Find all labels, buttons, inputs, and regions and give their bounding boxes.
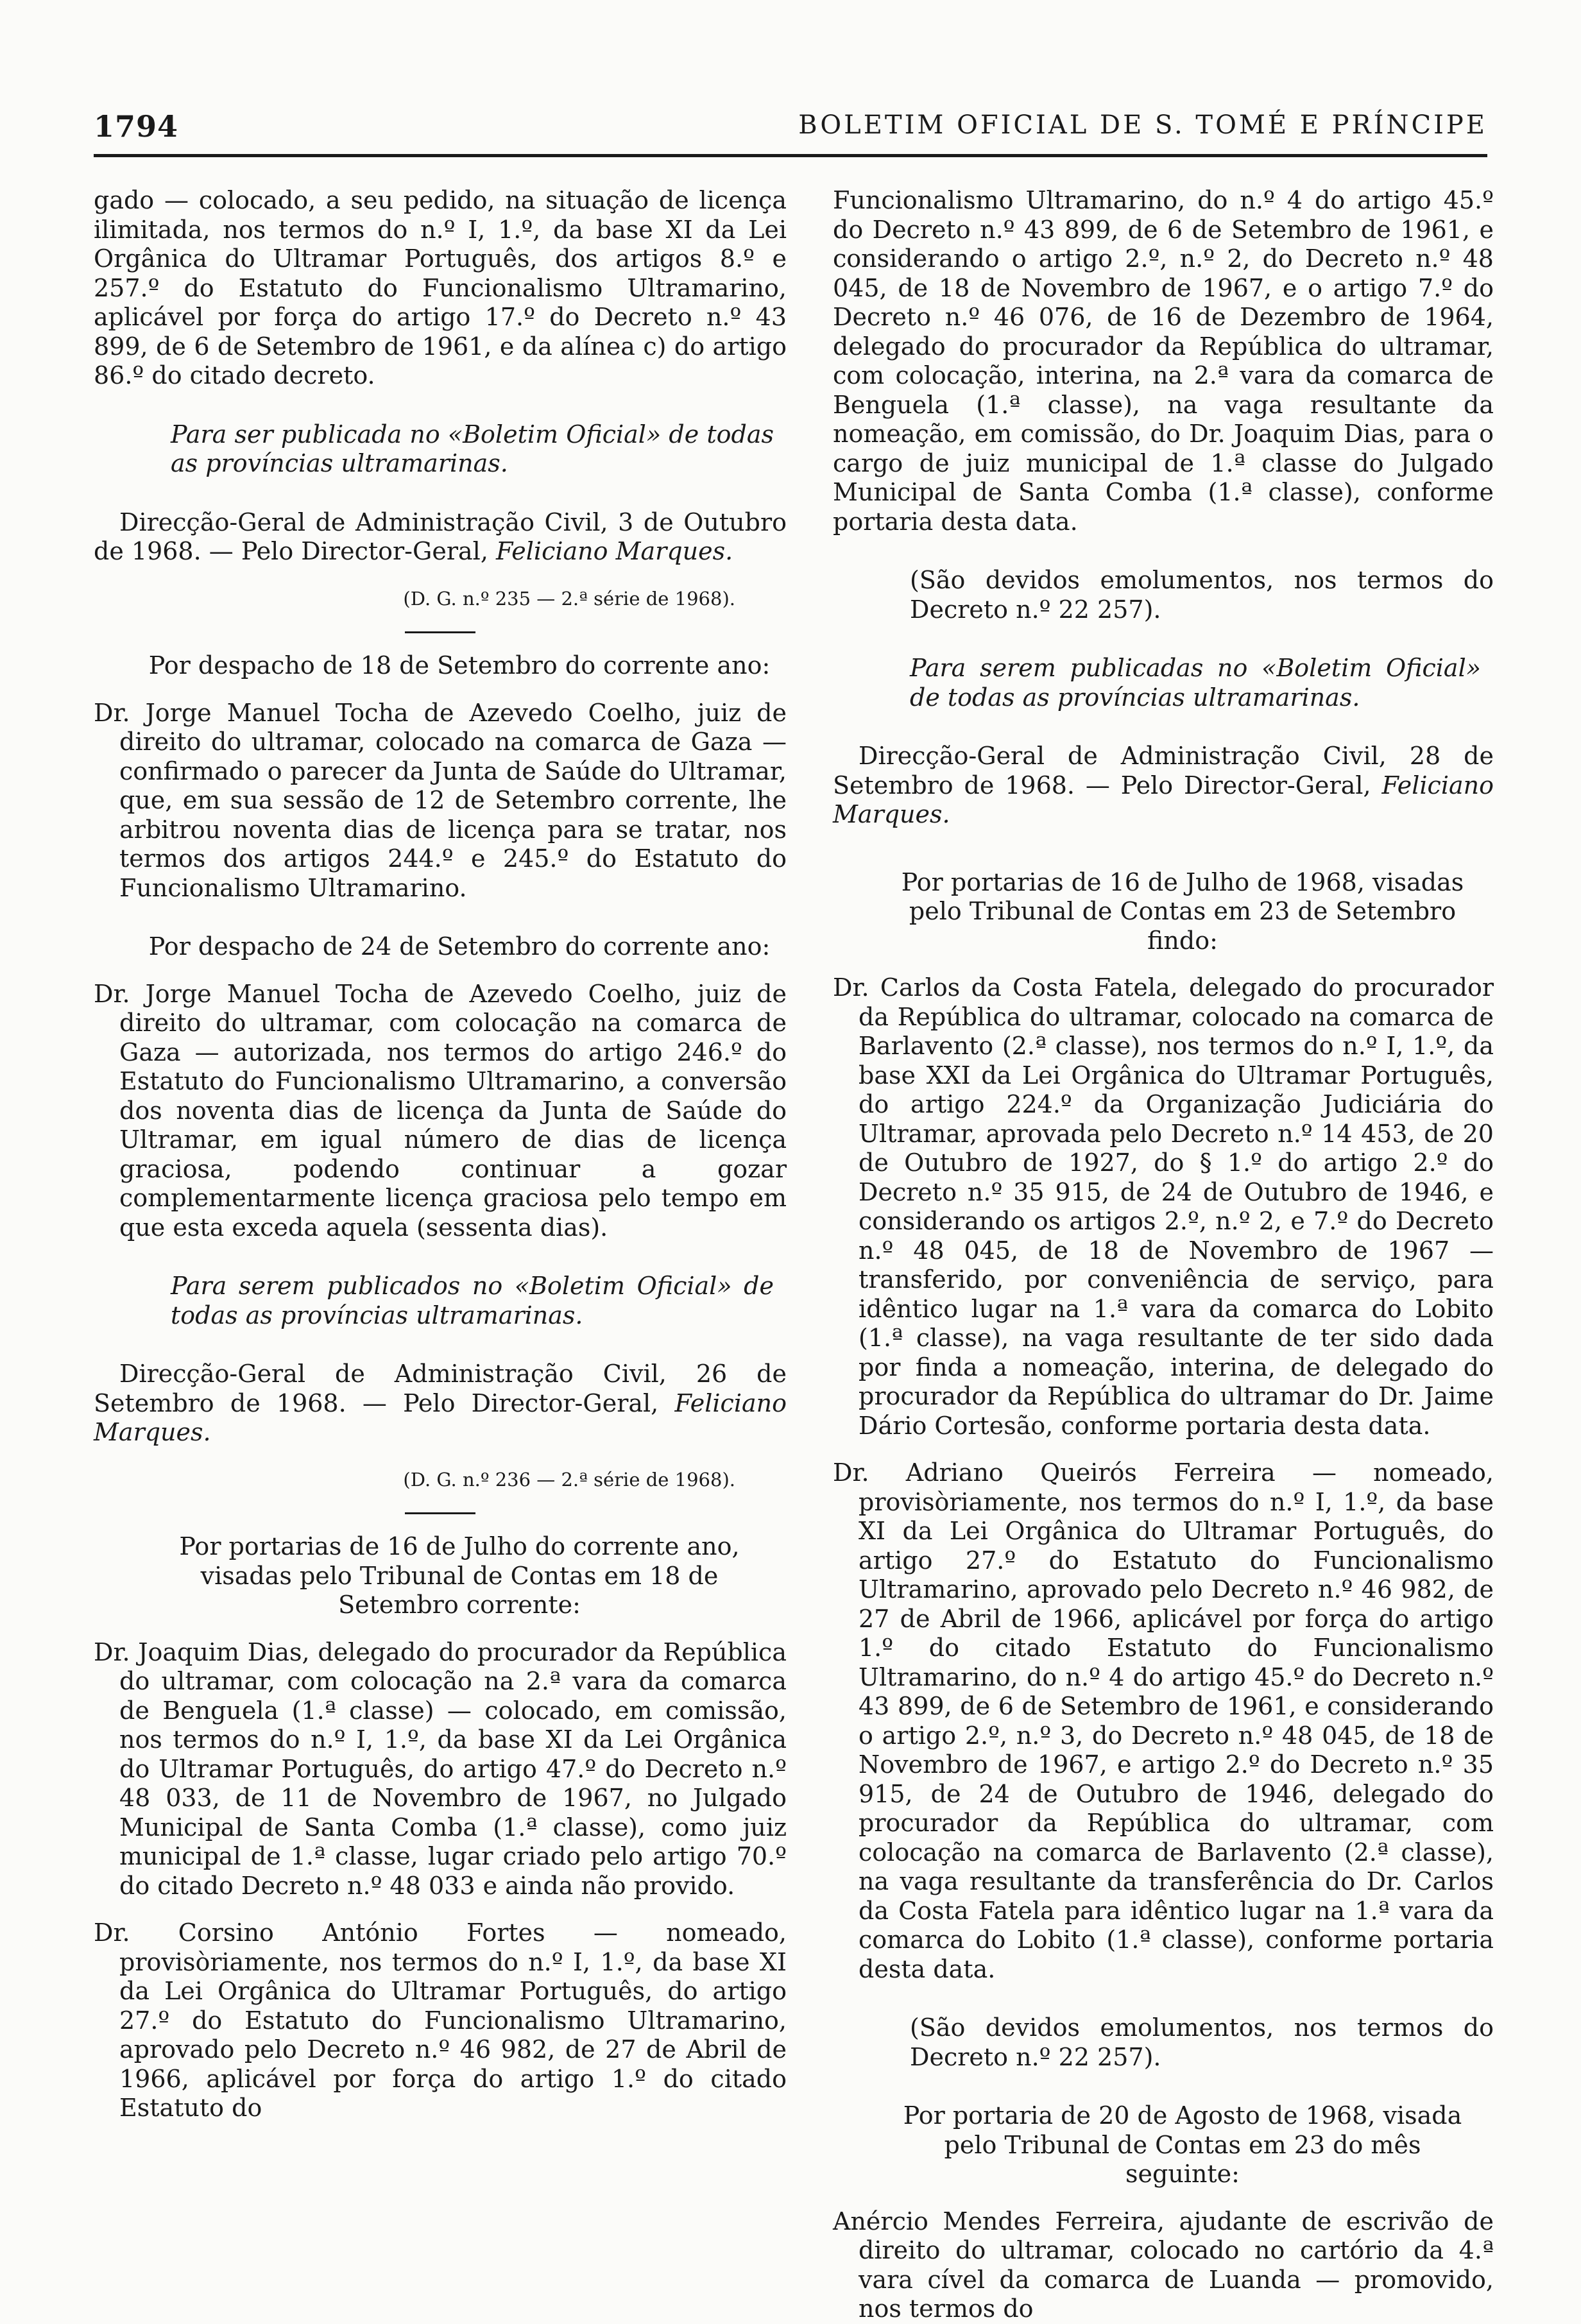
act-paragraph: Dr. Carlos da Costa Fatela, delegado do procurador da República do ultramar, colocado na comarca de Barlavento (2.ª classe), nos termos do n.º I, 1.º, da base XXI da Lei Orgânica do Ultramar Português, do artigo 224.º da Organização Judiciária do Ultramar, aprovada pelo Decreto n.º 14 453, de 20 de Outubro de 1927, do § 1.º do artigo 2.º do Decreto n.º 35 915, de 24 de Outubro de 1946, e considerando os artigos 2.º, n.º 2, e 7.º do Decreto n.º 48 045, de 18 de Novembro de 1967 — transferido, por conveniência de serviço, para idêntico lugar na 1.ª vara da comarca do Lobito (1.ª classe), na vaga resultante de ter sido dada por finda a nomeação, interina, de delegado do procurador da República do ultramar do Dr. Jaime Dário Cortesão, conforme portaria desta data.: [833, 973, 1494, 1440]
page-header: [94, 96, 1487, 157]
signatory-name: Feliciano Marques.: [833, 771, 1494, 828]
ordinance-heading: Por portaria de 20 de Agosto de 1968, visada pelo Tribunal de Contas em 23 do mês seguinte:: [903, 2101, 1462, 2188]
right-column: [833, 186, 1494, 2324]
publication-note: Para ser publicada no «Boletim Oficial» de todas as províncias ultramarinas.: [171, 420, 774, 477]
gazette-reference: (D. G. n.º 236 — 2.ª série de 1968).: [403, 1468, 735, 1491]
paragraph: Funcionalismo Ultramarino, do n.º 4 do artigo 45.º do Decreto n.º 43 899, de 6 de Setembro de 1961, e considerando o artigo 2.º, n.º 2, do Decreto n.º 48 045, de 18 de Novembro de 1967, e o artigo 7.º do Decreto n.º 46 076, de 16 de Dezembro de 1964, delegado do procurador da República do ultramar, com colocação, interina, na 2.ª vara da comarca de Benguela (1.ª classe), na vaga resultante da nomeação, em comissão, do Dr. Joaquim Dias, para o cargo de juiz municipal de 1.ª classe do Julgado Municipal de Santa Comba (1.ª classe), conforme portaria desta data.: [833, 186, 1494, 536]
running-title: BOLETIM OFICIAL DE S. TOMÉ E PRÍNCIPE: [798, 110, 1487, 140]
directorate-text: Direcção-Geral de Administração Civil, 3 de Outubro de 1968. — Pelo Director-Geral,: [94, 508, 787, 565]
publication-note: Para serem publicados no «Boletim Oficial» de todas as províncias ultramarinas.: [171, 1272, 774, 1329]
act-paragraph: Dr. Jorge Manuel Tocha de Azevedo Coelho, juiz de direito do ultramar, colocado na comarca de Gaza — confirmado o parecer da Junta de Saúde do Ultramar, que, em sua sessão de 12 de Setembro corrente, lhe arbitrou noventa dias de licença para se tratar, nos termos dos artigos 244.º e 245.º do Estatuto do Funcionalismo Ultramarino.: [94, 698, 787, 902]
dispatch-heading: Por despacho de 18 de Setembro do corrente ano:: [148, 651, 771, 679]
emoluments-note: (São devidos emolumentos, nos termos do Decreto n.º 22 257).: [910, 566, 1494, 624]
gazette-reference: (D. G. n.º 235 — 2.ª série de 1968).: [403, 587, 735, 610]
ordinance-heading: Por portarias de 16 de Julho de 1968, visadas pelo Tribunal de Contas em 23 de Setembro findo:: [901, 867, 1464, 955]
act-paragraph: Anércio Mendes Ferreira, ajudante de escrivão de direito do ultramar, colocado no cartório da 4.ª vara cível da comarca de Luanda — promovido, nos termos do: [833, 2207, 1494, 2323]
section-divider: [405, 631, 475, 633]
act-paragraph: Dr. Jorge Manuel Tocha de Azevedo Coelho, juiz de direito do ultramar, com colocação na comarca de Gaza — autorizada, nos termos do artigo 246.º do Estatuto do Funcionalismo Ultramarino, a conversão dos noventa dias de licença da Junta de Saúde do Ultramar, em igual número de dias de licença graciosa, podendo continuar a gozar complementarmente licença graciosa pelo tempo em que esta exceda aquela (sessenta dias).: [94, 979, 787, 1242]
left-column: [94, 186, 787, 2123]
signatory-name: Feliciano Marques.: [495, 537, 733, 565]
directorate-signature: [94, 508, 787, 567]
directorate-text: Direcção-Geral de Administração Civil, 26 de Setembro de 1968. — Pelo Director-Geral,: [94, 1360, 787, 1417]
emoluments-note: (São devidos emolumentos, nos termos do Decreto n.º 22 257).: [910, 2013, 1494, 2071]
directorate-signature: [833, 742, 1494, 830]
page-number: 1794: [94, 109, 179, 144]
section-divider: [405, 1512, 475, 1514]
ordinance-heading: Por portarias de 16 de Julho do corrente ano, visadas pelo Tribunal de Contas em 18 de Setembro corrente:: [179, 1532, 740, 1619]
paragraph: gado — colocado, a seu pedido, na situação de licença ilimitada, nos termos do n.º I, 1.º, da base XI da Lei Orgânica do Ultramar Português, dos artigos 8.º e 257.º do Estatuto do Funcionalismo Ultramarino, aplicável por força do artigo 17.º do Decreto n.º 43 899, de 6 de Setembro de 1961, e da alínea c) do artigo 86.º do citado decreto.: [94, 186, 787, 389]
signatory-name: Feliciano Marques.: [94, 1388, 787, 1446]
directorate-text: Direcção-Geral de Administração Civil, 28 de Setembro de 1968. — Pelo Director-Geral,: [833, 742, 1494, 799]
directorate-signature: [94, 1360, 787, 1448]
act-paragraph: Dr. Adriano Queirós Ferreira — nomeado, provisòriamente, nos termos do n.º I, 1.º, da base XI da Lei Orgânica do Ultramar Português, do artigo 27.º do Estatuto do Funcionalismo Ultramarino, aprovado pelo Decreto n.º 46 982, de 27 de Abril de 1966, aplicável por força do artigo 1.º do citado Estatuto do Funcionalismo Ultramarino, do n.º 4 do artigo 45.º do Decreto n.º 43 899, de 6 de Setembro de 1961, e considerando o artigo 2.º, n.º 3, do Decreto n.º 48 045, de 18 de Novembro de 1967, e artigo 2.º do Decreto n.º 35 915, de 24 de Outubro de 1946, delegado do procurador da República do ultramar, com colocação na comarca de Barlavento (2.ª classe), na vaga resultante da transferência do Dr. Carlos da Costa Fatela para idêntico lugar na 1.ª vara da comarca do Lobito (1.ª classe), conforme portaria desta data.: [833, 1458, 1494, 1983]
act-paragraph: Dr. Corsino António Fortes — nomeado, provisòriamente, nos termos do n.º I, 1.º, da base XI da Lei Orgânica do Ultramar Português, do artigo 27.º do Estatuto do Funcionalismo Ultramarino, aprovado pelo Decreto n.º 46 982, de 27 de Abril de 1966, aplicável por força do artigo 1.º do citado Estatuto do: [94, 1918, 787, 2122]
publication-note: Para serem publicadas no «Boletim Oficial» de todas as províncias ultramarinas.: [910, 654, 1481, 712]
dispatch-heading: Por despacho de 24 de Setembro do corrente ano:: [148, 932, 771, 961]
act-paragraph: Dr. Joaquim Dias, delegado do procurador da República do ultramar, com colocação na 2.ª vara da comarca de Benguela (1.ª classe) — colocado, em comissão, nos termos do n.º I, 1.º, da base XI da Lei Orgânica do Ultramar Português, do artigo 47.º do Decreto n.º 48 033, de 11 de Novembro de 1967, no Julgado Municipal de Santa Comba (1.ª classe), como juiz municipal de 1.ª classe, lugar criado pelo artigo 70.º do citado Decreto n.º 48 033 e ainda não provido.: [94, 1637, 787, 1900]
